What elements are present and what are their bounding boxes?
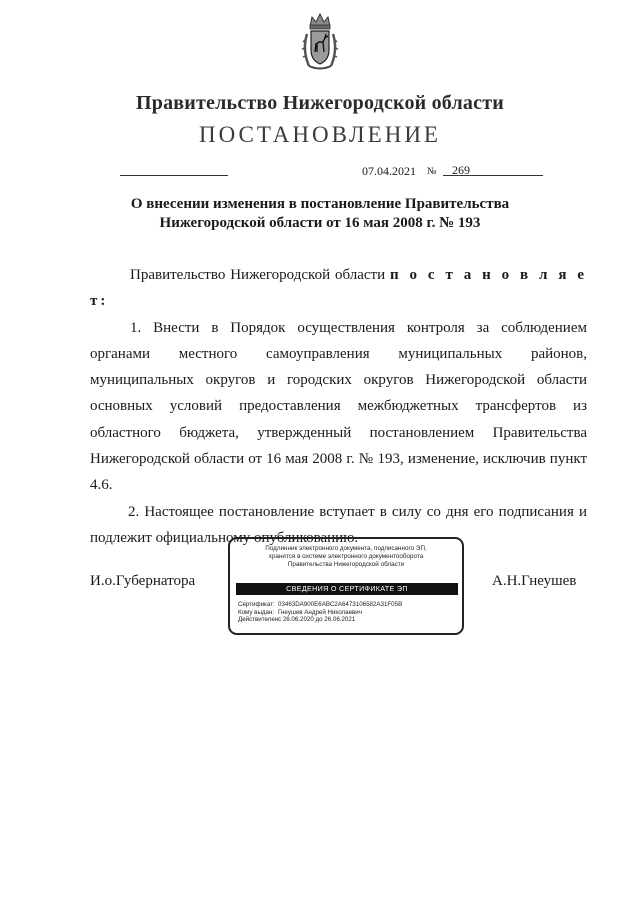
stamp-header-line-3: Правительства Нижегородской области — [287, 561, 405, 568]
blank-date-line — [120, 175, 228, 176]
issued-to-label: Кому выдан: — [238, 608, 275, 616]
paragraph-1: 1. Внести в Порядок осуществления контроля за соблюдением органами местного самоуправления муниципальных районов, муниципальных округов и городских округов Нижегородской области основных условий предоставления межбюджетных трансфертов из областного бюджета, утвержденный постановлением Правительства Нижегородской области от 16 мая 2008 г. № 193, изменение, исключив пункт 4.6. — [90, 319, 587, 494]
issued-to-value: Гнеушев Андрей Николаевич — [278, 608, 362, 616]
signatory-position: И.о.Губернатора — [90, 573, 196, 589]
valid-label: Действителен: — [238, 616, 280, 624]
certificate-value: 03463DA900E6ABC2A6473106582A31F05B — [278, 601, 403, 608]
intro-prefix: Правительство Нижегородской области — [130, 267, 386, 283]
stamp-header-line-1: Подлинник электронного документа, подписанного ЭП, — [265, 545, 427, 552]
stamp-certificate-bar: СВЕДЕНИЯ О СЕРТИФИКАТЕ ЭП — [236, 583, 458, 595]
title-line-1: О внесении изменения в постановление Правительства — [130, 196, 510, 212]
document-body — [90, 262, 587, 551]
document-date: 07.04.2021 — [362, 164, 416, 178]
intro-paragraph — [90, 262, 587, 315]
paragraph-2: 2. Настоящее постановление вступает в силу со дня его подписания и подлежит официальному опубликованию. — [90, 503, 587, 546]
title-line-2: Нижегородской области от 16 мая 2008 г. № 193 — [159, 215, 481, 231]
valid-value: с 26.06.2020 до 26.06.2021 — [278, 616, 356, 624]
stamp-certificate-row — [238, 601, 402, 609]
signatory-name: А.Н.Гнеушев — [492, 573, 577, 589]
intro-verb: п о с т а н о в л я е т: — [90, 267, 587, 310]
stamp-header — [230, 545, 462, 569]
certificate-label: Сертификат: — [238, 601, 275, 608]
stamp-fields — [238, 601, 402, 624]
document-type: ПОСТАНОВЛЕНИЕ — [199, 122, 441, 147]
stamp-valid-row — [238, 616, 402, 624]
number-sign: № — [427, 166, 437, 177]
document-title — [60, 195, 580, 233]
stamp-issued-row — [238, 609, 402, 617]
electronic-signature-stamp — [228, 537, 464, 635]
coat-of-arms-emblem — [301, 12, 339, 72]
stamp-header-line-2: хранится в системе электронного документооборота — [268, 553, 424, 560]
document-number: 269 — [452, 163, 470, 177]
organization-name: Правительство Нижегородской области — [136, 92, 504, 114]
